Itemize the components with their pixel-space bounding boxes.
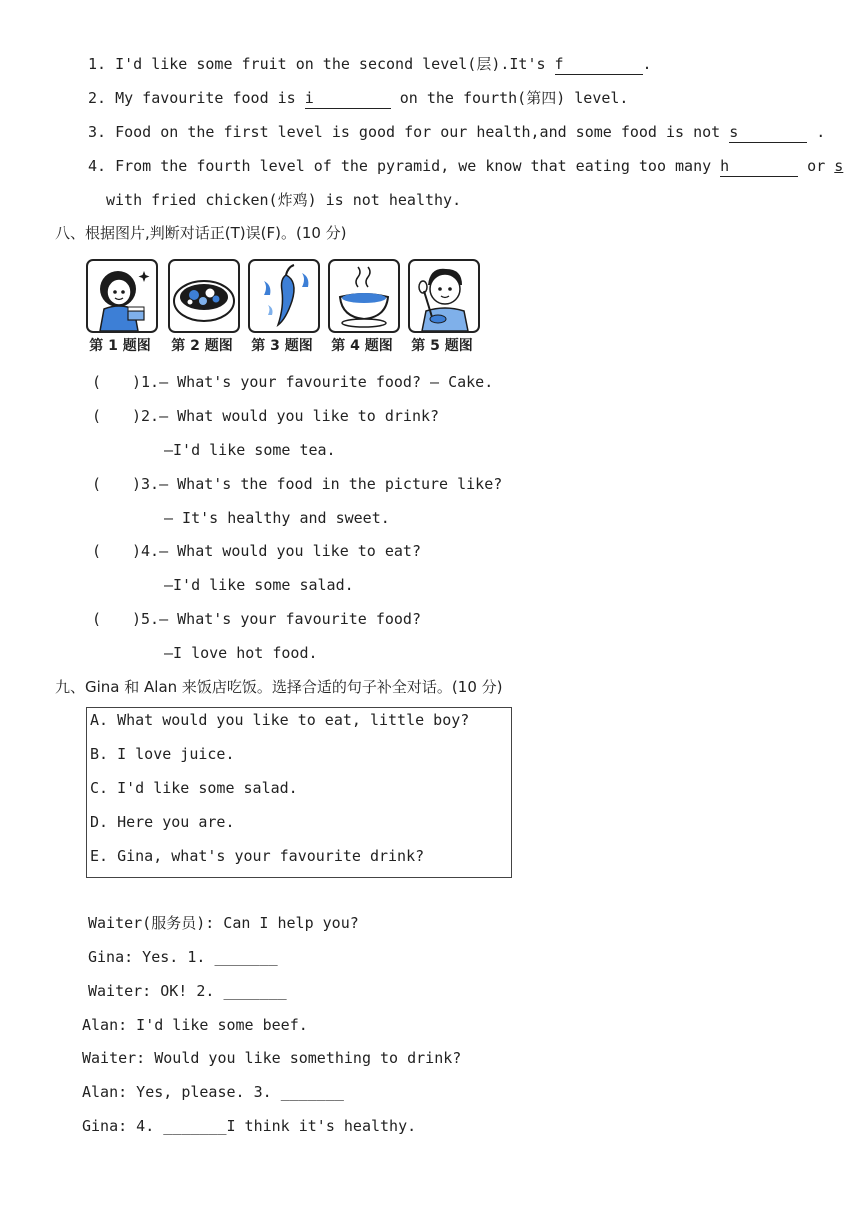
picture-strip	[86, 259, 478, 357]
tf-answer-2: —I'd like some tea.	[164, 441, 336, 459]
item-text: I'd like some fruit on the second level(层).It's	[115, 55, 555, 73]
fill-blank[interactable]	[555, 54, 643, 75]
picture-1-girl-cake	[86, 259, 158, 333]
dialogue-blank-1[interactable]: _______	[214, 948, 278, 966]
tf-answer-4: —I'd like some salad.	[164, 576, 354, 594]
dialogue-line-1: Waiter(服务员): Can I help you?	[88, 914, 359, 932]
tf-item-4	[92, 541, 421, 561]
picture-4-soup	[328, 259, 400, 333]
dialogue-text: Waiter: OK! 2.	[88, 982, 224, 1000]
fill-blank[interactable]	[305, 88, 391, 109]
fill-item-1	[88, 54, 652, 75]
picture-label-3: 第 3 题图	[251, 338, 313, 354]
dialogue-blank-4[interactable]: _______	[163, 1117, 227, 1135]
picture-label-2: 第 2 题图	[171, 338, 233, 354]
section-8-heading: 八、根据图片,判断对话正(T)误(F)。(10 分)	[55, 224, 347, 242]
picture-2-salad	[168, 259, 240, 333]
blank-hint-letter: f	[554, 55, 564, 73]
blank-hint-letter: s	[729, 123, 739, 141]
tf-answer-3: — It's healthy and sweet.	[164, 509, 390, 527]
dialogue-line-2	[88, 947, 278, 967]
question-text: — What's your favourite food?	[159, 610, 421, 628]
item-number: 4.	[88, 157, 107, 175]
question-text: — What would you like to drink?	[159, 407, 440, 425]
picture-5-boy-eating	[408, 259, 480, 333]
fill-item-4-cont: with fried chicken(炸鸡) is not healthy.	[106, 191, 462, 209]
fill-item-2	[88, 88, 628, 109]
blank-hint-letter: h	[720, 157, 730, 175]
dialogue-blank-3[interactable]: _______	[280, 1083, 344, 1101]
item-number: )5.	[132, 610, 160, 628]
fill-blank[interactable]	[729, 122, 807, 143]
item-text: From the fourth level of the pyramid, we know that eating too many	[115, 157, 721, 175]
item-text: My favourite food is	[115, 89, 305, 107]
section-9-heading: 九、Gina 和 Alan 来饭店吃饭。选择合适的句子补全对话。(10 分)	[55, 678, 503, 696]
answer-paren[interactable]: (	[92, 475, 102, 493]
answer-paren[interactable]: (	[92, 542, 102, 560]
dialogue-text: Gina: Yes. 1.	[88, 948, 215, 966]
option-e: E. Gina, what's your favourite drink?	[90, 847, 425, 865]
fill-item-3	[88, 122, 825, 143]
item-number: )2.	[132, 407, 160, 425]
tf-item-3	[92, 474, 502, 494]
item-text-mid: or	[798, 157, 835, 175]
dialogue-line-3	[88, 981, 287, 1001]
fill-item-4	[88, 156, 843, 177]
tf-answer-5: —I love hot food.	[164, 644, 318, 662]
picture-label-1: 第 1 题图	[89, 338, 151, 354]
item-number: 3.	[88, 123, 107, 141]
item-number: )1.	[132, 373, 160, 391]
dialogue-line-4: Alan: I'd like some beef.	[82, 1016, 308, 1034]
option-d: D. Here you are.	[90, 813, 235, 831]
dialogue-text: Alan: Yes, please. 3.	[82, 1083, 281, 1101]
answer-paren[interactable]: (	[92, 407, 102, 425]
question-text: — What's the food in the picture like?	[159, 475, 503, 493]
tf-item-2	[92, 406, 439, 426]
tf-item-1	[92, 372, 493, 392]
question-text: — What's your favourite food? — Cake.	[159, 373, 494, 391]
option-a: A. What would you like to eat, little boy?	[90, 711, 470, 729]
dialogue-line-5: Waiter: Would you like something to drink?	[82, 1049, 462, 1067]
dialogue-text-end: I think it's healthy.	[226, 1117, 417, 1135]
item-number: )4.	[132, 542, 160, 560]
dialogue-blank-2[interactable]: _______	[223, 982, 287, 1000]
item-number: )3.	[132, 475, 160, 493]
item-number: 2.	[88, 89, 107, 107]
picture-3-chili	[248, 259, 320, 333]
fill-blank[interactable]	[720, 156, 798, 177]
picture-label-5: 第 5 题图	[411, 338, 473, 354]
option-b: B. I love juice.	[90, 745, 235, 763]
dialogue-line-6	[82, 1082, 344, 1102]
fill-blank-2[interactable]: s	[834, 157, 844, 175]
tf-item-5	[92, 609, 421, 629]
option-c: C. I'd like some salad.	[90, 779, 298, 797]
item-number: 1.	[88, 55, 107, 73]
answer-paren[interactable]: (	[92, 610, 102, 628]
dialogue-text: Gina: 4.	[82, 1117, 164, 1135]
dialogue-line-7	[82, 1116, 416, 1136]
picture-label-4: 第 4 题图	[331, 338, 393, 354]
item-text-end: .	[807, 123, 826, 141]
answer-paren[interactable]: (	[92, 373, 102, 391]
item-text: Food on the first level is good for our health,and some food is not	[115, 123, 730, 141]
item-text-end: on the fourth(第四) level.	[390, 89, 629, 107]
blank-hint-letter: i	[304, 89, 314, 107]
item-text-end: .	[642, 55, 652, 73]
question-text: — What would you like to eat?	[159, 542, 421, 560]
